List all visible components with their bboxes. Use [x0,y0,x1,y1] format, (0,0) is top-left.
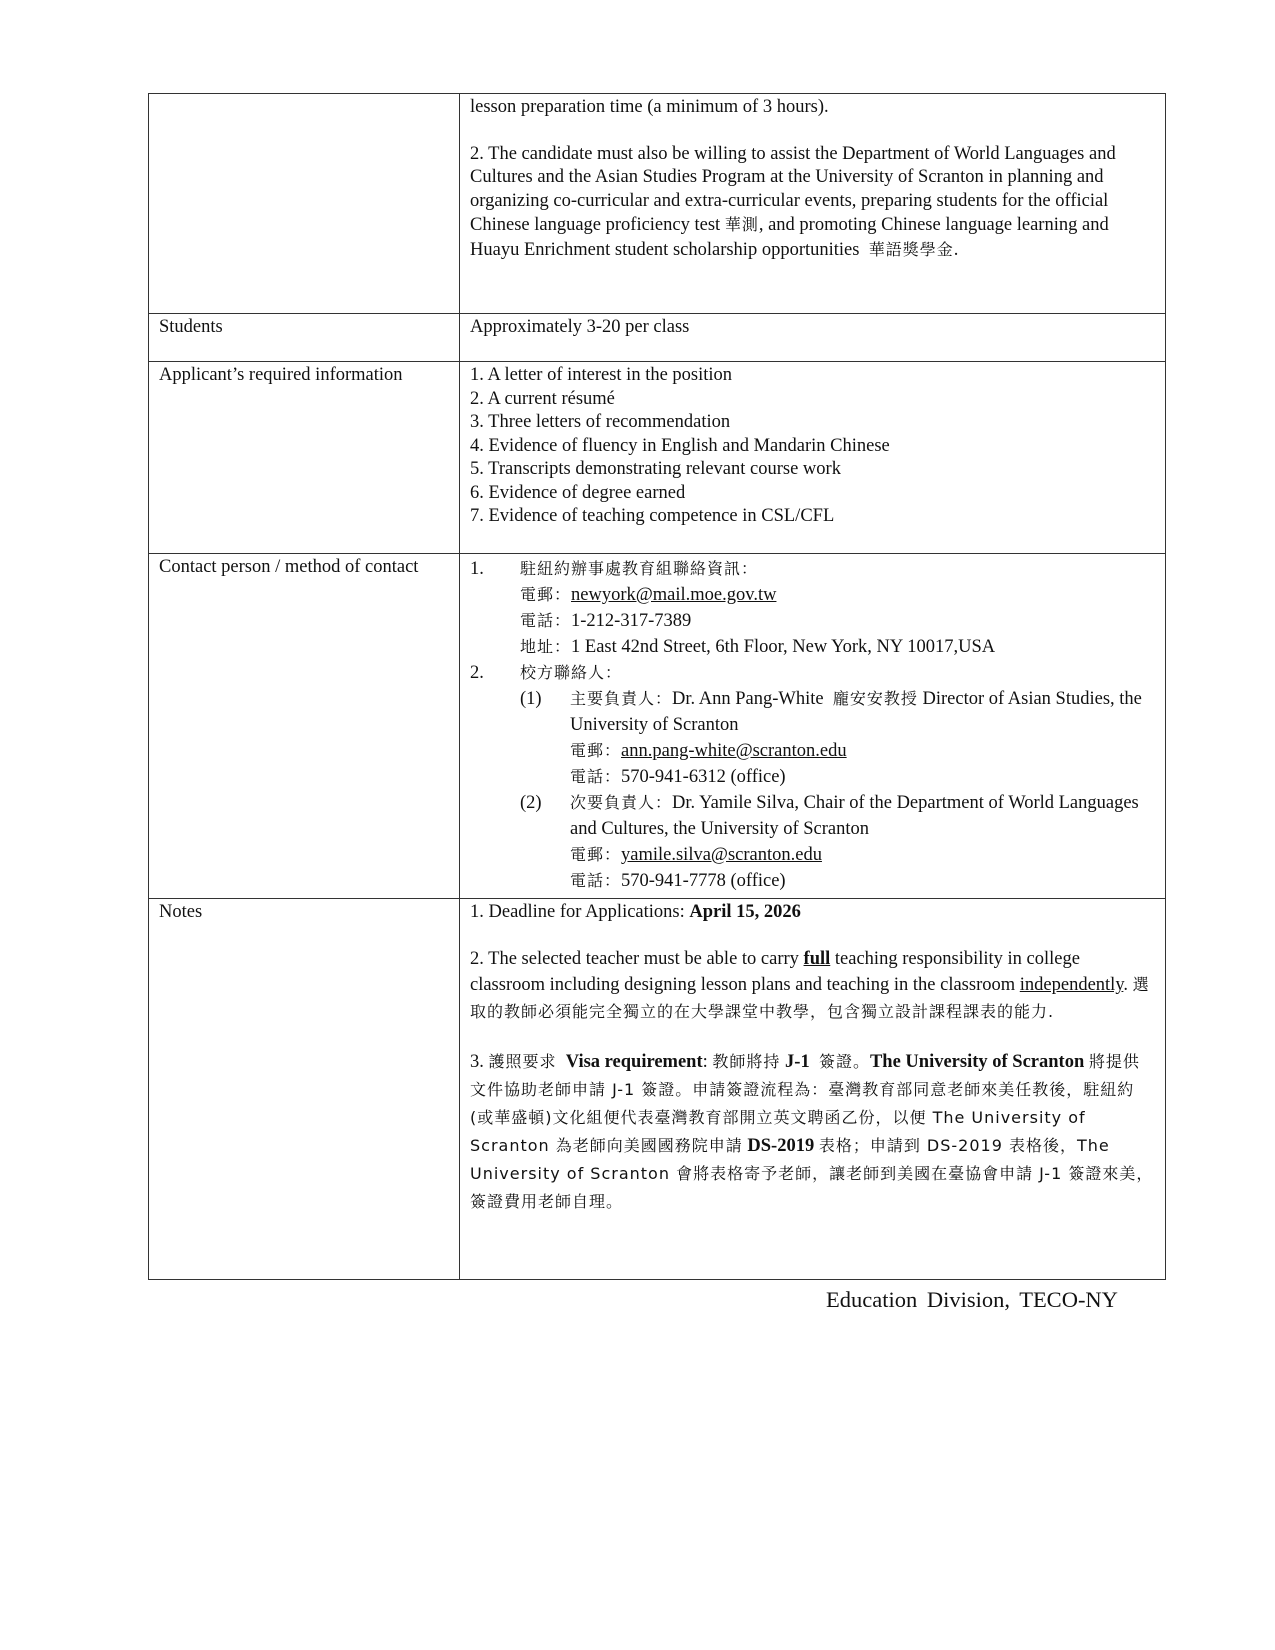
required-item: 6. Evidence of degree earned [470,482,686,503]
table-row-duties [149,94,1166,314]
contact-value-cell [460,554,1166,899]
note-visa: 3. 護照要求 Visa requirement: 教師將持 J-1 簽證。The University of Scranton 將提供文件協助老師申請 J-1 簽證。申請簽證流程為：臺灣教育部同意老師來美任教後，駐紐約(或華盛頓)文化組便代表臺灣教育部開立英文聘函乙份，以便 The University of Scranton 為老師向美國國務院申請 DS-2019 表格；申請到 DS-2019 表格後，The University of Scranton 會將表格寄予老師，讓老師到美國在臺協會申請 J-1 簽證來美，簽證費用老師自理。 [470,1052,1154,1211]
primary-contact: (1) 主要負責人：Dr. Ann Pang-White 龐安安教授 Director of Asian Studies, the University of Scranton 電郵：ann.pang-white@scranton.edu 電話：570-941-6312 (office) [470,686,1155,790]
huace-cjk: 華測 [724,215,759,234]
office-contact-heading: 1. 駐紐約辦事處教育組聯絡資訊： [470,559,759,579]
required-item: 1. A letter of interest in the position [470,365,733,385]
deadline-date: April 15, 2026 [689,902,801,922]
students-value: Approximately 3-20 per class [460,314,1166,362]
notes-label: Notes [149,899,460,1280]
notes-value-cell [460,899,1166,1280]
secondary-contact: (2) 次要負責人：Dr. Yamile Silva, Chair of the Department of World Languages and Cultures, the University of Scranton 電郵：yamile.silva@scranton.edu 電話：570-941-7778 (office) [470,790,1155,894]
office-phone-line: 電話：1-212-317-7389 [520,611,692,631]
duties-line1: lesson preparation time (a minimum of 3 hours). [470,97,829,117]
required-info-label: Applicant’s required information [149,362,460,554]
office-address-line: 地址：1 East 42nd Street, 6th Floor, New York, NY 10017,USA [520,637,996,657]
table-row-required-info [149,362,1166,554]
required-item: 5. Transcripts demonstrating relevant course work [470,459,841,479]
scholarship-cjk: 華語獎學金 [868,239,954,259]
contact-label: Contact person / method of contact [149,554,460,899]
duties-paragraph-2: 2. The candidate must also be willing to assist the Department of World Languages and Cultures and the Asian Studies Program at the University of Scranton in planning and organizing co-curricular and extra-curricular events, preparing students for the official Chinese language proficiency test 華測, and promoting Chinese language learning and Huayu Enrichment student scholarship opportunities 華語獎學金. [470,143,1116,260]
duties-value-cell [460,94,1166,314]
footer-organization: Education Division, TECO-NY [826,1287,1118,1312]
school-contact-heading: 2. 校方聯絡人： [470,663,623,683]
office-email-line: 電郵：newyork@mail.moe.gov.tw [520,585,777,605]
secondary-email-line: 電郵：yamile.silva@scranton.edu [570,845,822,865]
secondary-email-link[interactable]: yamile.silva@scranton.edu [621,845,822,865]
table-row-students [149,314,1166,362]
duties-label-cell [149,94,460,314]
required-item: 4. Evidence of fluency in English and Mandarin Chinese [470,435,890,456]
primary-phone-line: 電話：570-941-6312 (office) [570,767,786,787]
note-deadline: 1. Deadline for Applications: April 15, 2026 [470,902,801,922]
table-row-notes [149,899,1166,1280]
required-info-list [460,362,1166,554]
primary-email-link[interactable]: ann.pang-white@scranton.edu [621,741,847,761]
secondary-phone-line: 電話：570-941-7778 (office) [570,871,786,891]
required-item: 3. Three letters of recommendation [470,412,731,432]
required-item: 7. Evidence of teaching competence in CSL/CFL [470,506,835,526]
info-table [148,93,1166,1280]
table-row-contact [149,554,1166,899]
students-label: Students [149,314,460,362]
required-item: 2. A current résumé [470,388,615,409]
note-teaching: 2. The selected teacher must be able to carry full teaching responsibility in college classroom including designing lesson plans and teaching in the classroom independently. 選取的教師必須能完全獨立的在大學課堂中教學，包含獨立設計課程課表的能力. [470,948,1150,1021]
office-email-link[interactable]: newyork@mail.moe.gov.tw [571,585,777,605]
primary-email-line: 電郵：ann.pang-white@scranton.edu [570,741,847,761]
